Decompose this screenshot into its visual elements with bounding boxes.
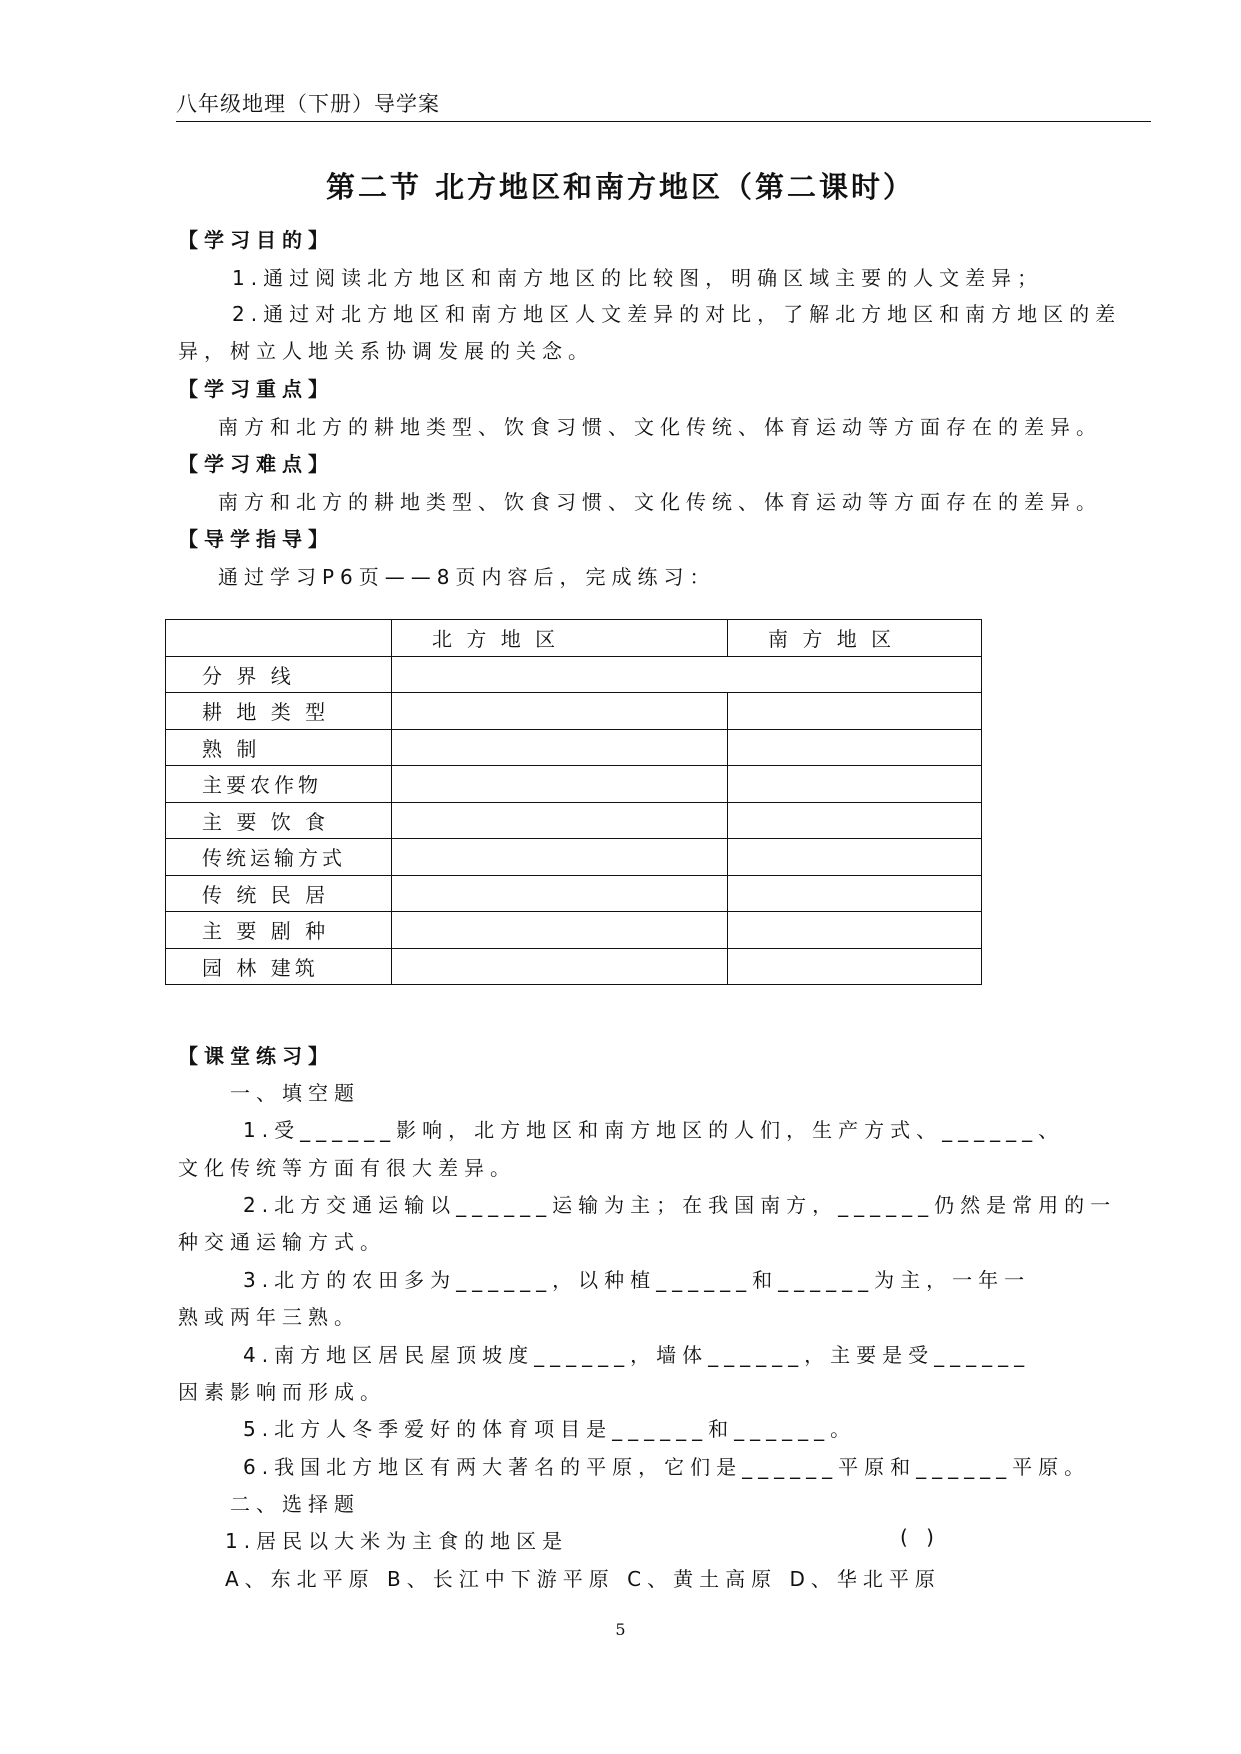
row-label-opera: 主 要 剧 种	[166, 912, 392, 949]
table-row	[166, 693, 982, 730]
answer-cell-north[interactable]	[392, 839, 728, 876]
choice-question-1: 1.居民以大米为主食的地区是	[225, 1529, 569, 1553]
answer-cell-south[interactable]	[728, 875, 982, 912]
table-row	[166, 875, 982, 912]
answer-cell-south[interactable]	[728, 839, 982, 876]
question-3-line-2: 熟或两年三熟。	[178, 1305, 360, 1329]
exercise-heading: 【课堂练习】	[178, 1044, 334, 1068]
answer-cell-north[interactable]	[392, 875, 728, 912]
row-label-dwellings: 传 统 民 居	[166, 875, 392, 912]
answer-cell-south[interactable]	[728, 766, 982, 803]
table-row	[166, 948, 982, 985]
answer-cell-north[interactable]	[392, 693, 728, 730]
question-5: 5.北方人冬季爱好的体育项目是______和______。	[243, 1417, 857, 1441]
answer-cell-south[interactable]	[728, 912, 982, 949]
question-2-line-1: 2.北方交通运输以______运输为主；在我国南方，______仍然是常用的一	[243, 1193, 1117, 1217]
choice-options: A、东北平原 B、长江中下游平原 C、黄土高原 D、华北平原	[225, 1567, 941, 1591]
table-corner-cell	[166, 620, 392, 657]
row-label-crops: 主要农作物	[166, 766, 392, 803]
header-south: 南 方 地 区	[728, 620, 982, 657]
table-row	[166, 839, 982, 876]
table-header-row	[166, 620, 982, 657]
goal-1: 1.通过阅读北方地区和南方地区的比较图，明确区域主要的人文差异；	[232, 266, 1044, 290]
difficulty-heading: 【学习难点】	[178, 452, 334, 476]
header-north: 北 方 地 区	[392, 620, 728, 657]
page-number: 5	[615, 1620, 626, 1639]
answer-cell-boundary[interactable]	[392, 656, 982, 693]
page-header: 八年级地理（下册）导学案	[176, 88, 1151, 122]
question-4-line-2: 因素影响而形成。	[178, 1380, 386, 1404]
row-label-cropping-system: 熟 制	[166, 729, 392, 766]
answer-cell-south[interactable]	[728, 802, 982, 839]
guide-heading: 【导学指导】	[178, 527, 334, 551]
goal-2-line-1: 2.通过对北方地区和南方地区人文差异的对比，了解北方地区和南方地区的差	[232, 302, 1122, 326]
fill-blank-heading: 一、填空题	[230, 1081, 360, 1105]
guide-text: 通过学习P6页——8页内容后，完成练习：	[218, 565, 716, 589]
answer-parentheses[interactable]: ( )	[900, 1525, 940, 1549]
question-1-line-1: 1.受______影响，北方地区和南方地区的人们，生产方式、______、	[243, 1118, 1065, 1142]
answer-cell-south[interactable]	[728, 693, 982, 730]
page-title: 第二节 北方地区和南方地区（第二课时）	[325, 170, 916, 204]
difficulty-text: 南方和北方的耕地类型、饮食习惯、文化传统、体育运动等方面存在的差异。	[218, 490, 1102, 514]
table-row	[166, 656, 982, 693]
table-row	[166, 729, 982, 766]
question-1-line-2: 文化传统等方面有很大差异。	[178, 1156, 516, 1180]
table-row	[166, 912, 982, 949]
row-label-boundary: 分 界 线	[166, 656, 392, 693]
row-label-diet: 主 要 饮 食	[166, 802, 392, 839]
row-label-farmland: 耕 地 类 型	[166, 693, 392, 730]
table-row	[166, 766, 982, 803]
answer-cell-north[interactable]	[392, 766, 728, 803]
row-label-transport: 传统运输方式	[166, 839, 392, 876]
answer-cell-north[interactable]	[392, 912, 728, 949]
focus-text: 南方和北方的耕地类型、饮食习惯、文化传统、体育运动等方面存在的差异。	[218, 415, 1102, 439]
choice-heading: 二、选择题	[230, 1492, 360, 1516]
question-4-line-1: 4.南方地区居民屋顶坡度______，墙体______，主要是受______	[243, 1343, 1031, 1367]
answer-cell-south[interactable]	[728, 729, 982, 766]
comparison-table	[165, 619, 982, 985]
answer-cell-north[interactable]	[392, 948, 728, 985]
question-3-line-1: 3.北方的农田多为______，以种植______和______为主，一年一	[243, 1268, 1031, 1292]
question-6: 6.我国北方地区有两大著名的平原，它们是______平原和______平原。	[243, 1455, 1091, 1479]
goals-heading: 【学习目的】	[178, 228, 334, 252]
answer-cell-north[interactable]	[392, 729, 728, 766]
table-row	[166, 802, 982, 839]
row-label-gardens: 园 林 建筑	[166, 948, 392, 985]
goal-2-line-2: 异，树立人地关系协调发展的关念。	[178, 339, 594, 363]
question-2-line-2: 种交通运输方式。	[178, 1230, 386, 1254]
answer-cell-north[interactable]	[392, 802, 728, 839]
answer-cell-south[interactable]	[728, 948, 982, 985]
focus-heading: 【学习重点】	[178, 377, 334, 401]
